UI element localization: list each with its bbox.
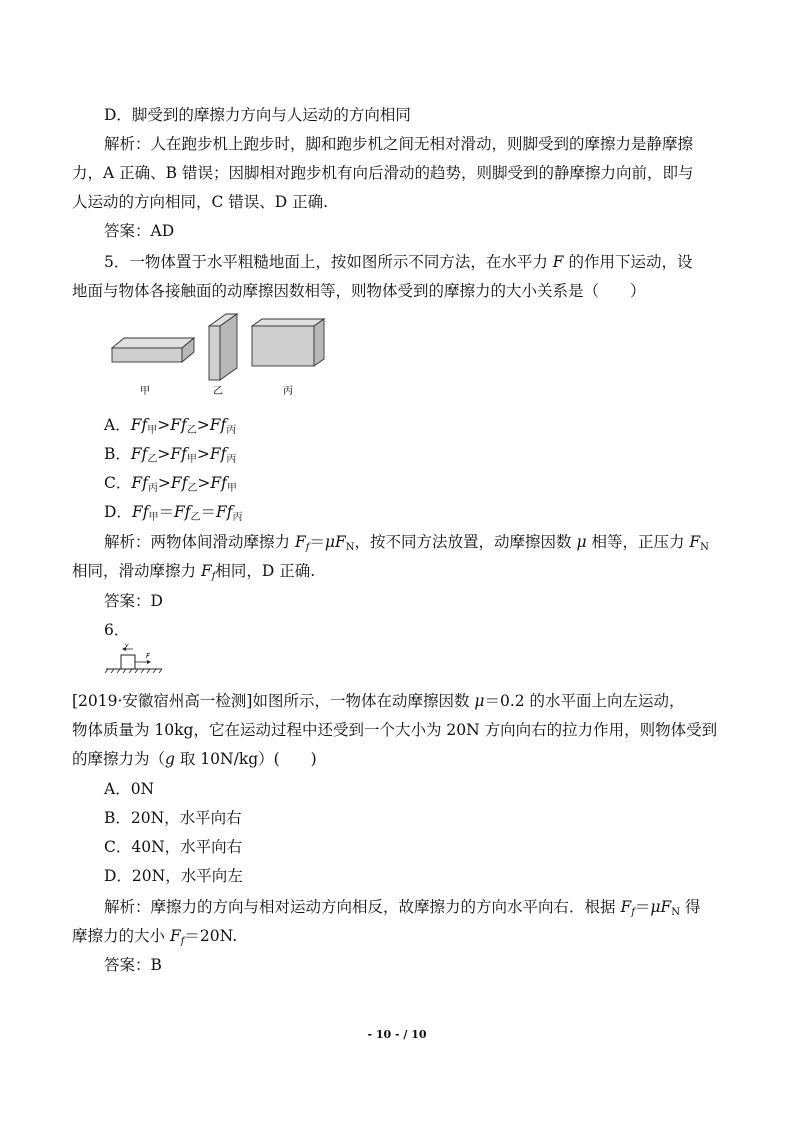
block: [121, 655, 135, 669]
q6-stem-line-1: [2019·安徽宿州高一检测]如图所示，一物体在动摩擦因数 μ＝0.2 的水平面上向左运动，: [72, 692, 685, 710]
block-bing: [252, 319, 324, 366]
q6-analysis-line-2: 摩擦力的大小 $F_f=20N$.: [72, 927, 238, 947]
page-number: - 10 - / 10: [367, 1028, 427, 1041]
label-jia: 甲: [140, 386, 150, 397]
q5-option-b: B．$Ff_乙>Ff_甲>Ff_丙$: [104, 445, 237, 465]
prev-analysis-line-3: 人运动的方向相同，C 错误、D 正确.: [72, 193, 329, 211]
prev-option-d: D．脚受到的摩擦力方向与人运动的方向相同: [104, 106, 411, 124]
q6-analysis-line-1: 解析：摩擦力的方向与相对运动方向相反，故摩擦力的方向水平向右．根据 $F_f=\mu F_N$ 得: [104, 898, 701, 918]
q6-option-a: A．0N: [104, 780, 155, 798]
label-bing: 丙: [283, 386, 293, 397]
q6-stem-line-3: 的摩擦力为（g 取 10N/kg）( ): [72, 750, 317, 768]
label-yi: 乙: [213, 386, 223, 397]
q5-option-c: C．$Ff_丙>Ff_乙>Ff_甲$: [104, 474, 237, 494]
prev-analysis-line-2: 力，A 正确、B 错误；因脚相对跑步机有向后滑动的趋势，则脚受到的静摩擦力向前，即与: [72, 164, 694, 182]
q5-option-d: D．$Ff_甲=Ff_乙=Ff_丙$: [104, 503, 243, 523]
q5-option-a: A．$Ff_甲>Ff_乙>Ff_丙$: [104, 416, 237, 436]
block-yi: [209, 314, 237, 380]
q6-option-c: C．40N，水平向右: [104, 838, 243, 856]
prev-analysis-line-1: 解析：人在跑步机上跑步时，脚和跑步机之间无相对滑动，则脚受到的摩擦力是静摩擦: [104, 135, 694, 153]
ground-hatch: [105, 669, 162, 673]
q6-number: 6．: [104, 621, 130, 639]
q6-stem-line-2: 物体质量为 10kg，它在运动过程中还受到一个大小为 20N 方向向右的拉力作用，则物体受到: [72, 721, 718, 739]
label-f: F: [146, 652, 151, 660]
q5-stem-line-2: 地面与物体各接触面的动摩擦因数相等，则物体受到的摩擦力的大小关系是（ ）: [72, 282, 646, 300]
q6-figure: [104, 642, 164, 678]
q6-option-d: D．20N，水平向左: [104, 867, 243, 885]
q5-analysis-line-1: 解析：两物体间滑动摩擦力 $F_f=\mu F_N$，按不同方法放置，动摩擦因数 μ 相等，正压力 $F_N$: [104, 533, 709, 553]
q6-answer: 答案：B: [104, 956, 162, 974]
q5-analysis-line-2: 相同，滑动摩擦力 $F_f$相同，D 正确.: [72, 562, 316, 582]
block-jia: [112, 338, 194, 362]
q5-figure: [106, 310, 336, 402]
q5-answer: 答案：D: [104, 592, 163, 610]
prev-answer: 答案：AD: [104, 222, 175, 240]
q5-stem-line-1: 5．一物体置于水平粗糙地面上，按如图所示不同方法，在水平力 F 的作用下运动，设: [104, 253, 693, 271]
q6-option-b: B．20N，水平向右: [104, 809, 242, 827]
label-v: v: [125, 642, 129, 649]
